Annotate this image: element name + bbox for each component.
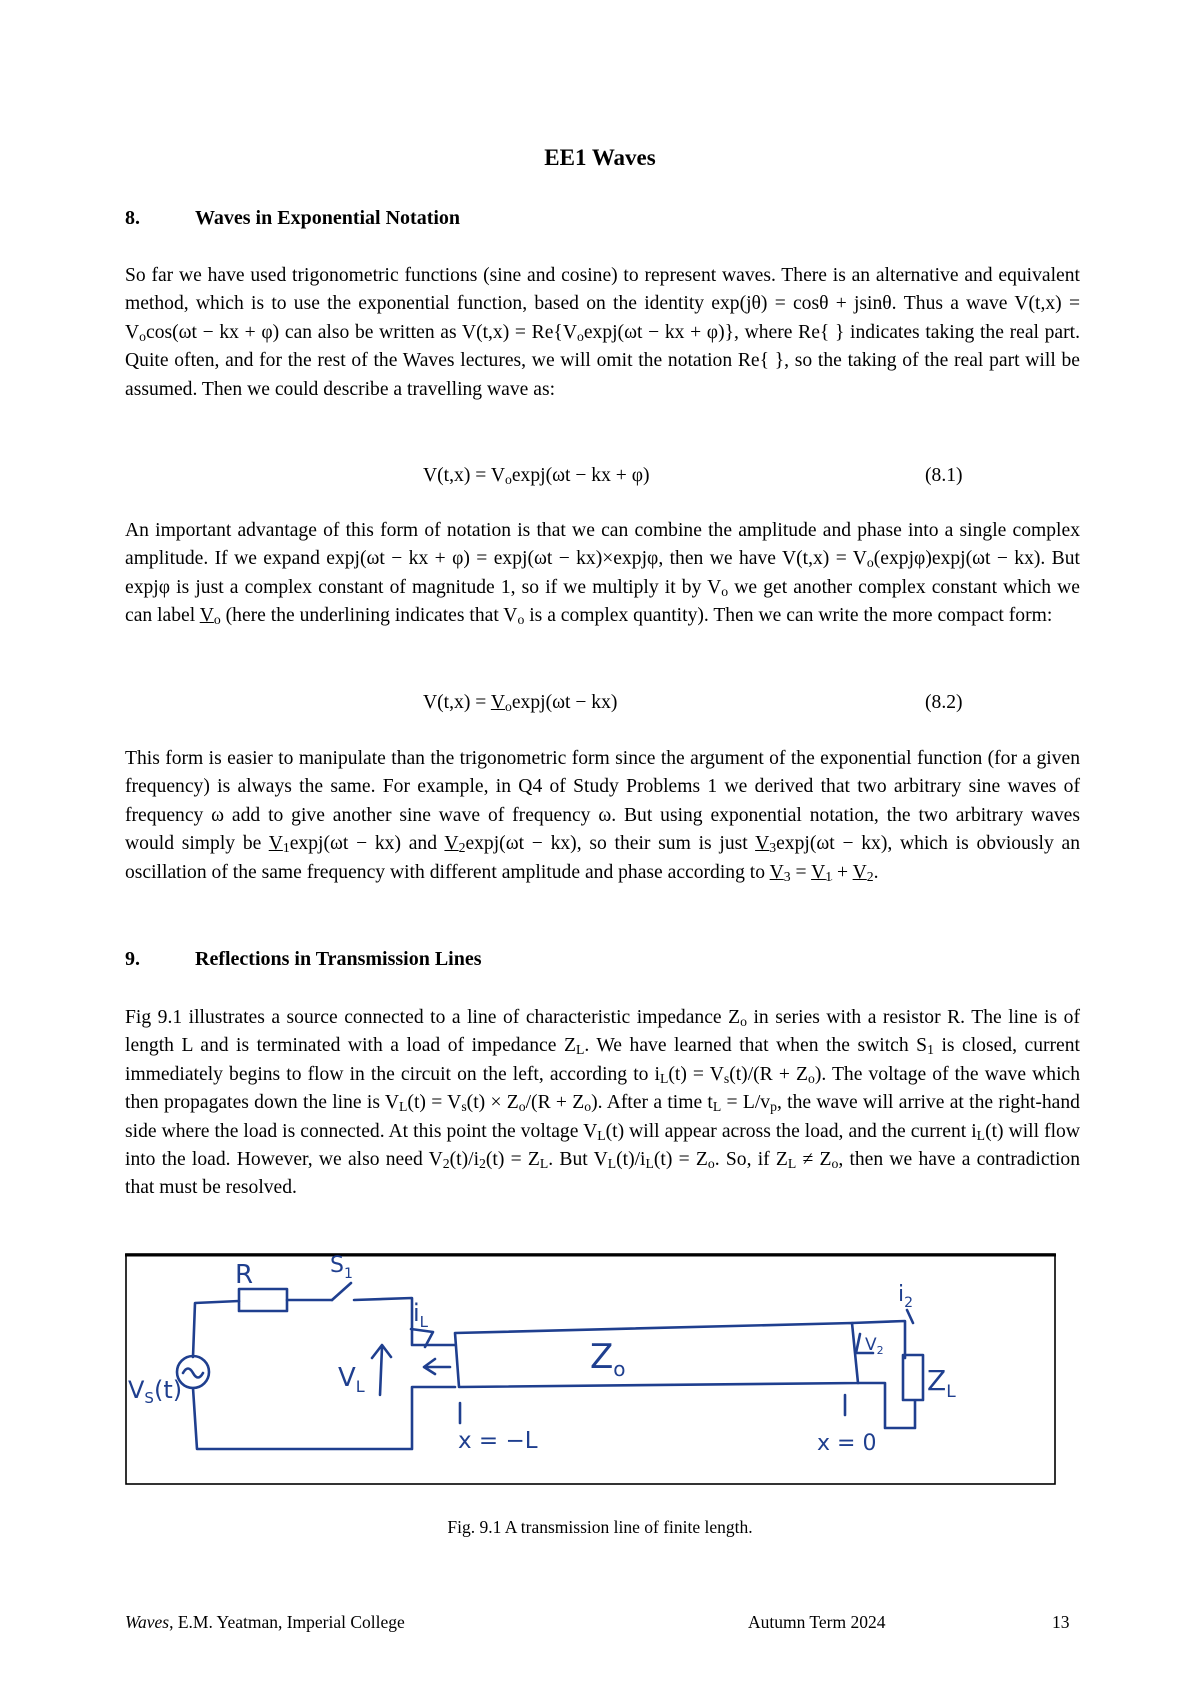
load-zl <box>903 1355 923 1400</box>
section-title: Reflections in Transmission Lines <box>195 948 482 970</box>
section-9-heading <box>125 948 482 971</box>
equation-body: $V(t,x) = V_o\exp j(\omega t$ − kx + φ) <box>423 465 650 487</box>
wire-top-left <box>193 1301 239 1357</box>
equation-number: (8.1) <box>925 465 963 486</box>
paragraph-9-1: Fig 9.1 illustrates a source connected to a line of characteristic impedance $Z_o$ in series with a resistor R. The line is of length L and is terminated with a load of impedance $Z_L$. We have learned that when the switch $S_1$ is closed, current immediately begins to flow in the circuit on the left, according to $i_L(t) = V_s(t)/(R + Z_o)$. The voltage of the wave which then propagates down the line is $V_L(t) = V_s(t) \times Z_o/(R + Z_o)$. After a time $t_L = L/v_p$, the wave will arrive at the right-hand side where the load is connected. At this point the voltage $V_L(t)$ will appear across the load, and the current $i_L(t)$ will flow into the load. However, we also need $V_2(t)/i_2(t) = Z_L$. But $V_L(t)/i_L(t) = Z_o$. So, if $Z_L \ne Z_o$, then we have a contradiction that must be resolved. <box>125 1007 1081 1199</box>
label-s1: $S_1$ <box>330 1253 353 1282</box>
equation-body: $V(t,x) = V_o\exp j(\omega t - kx)$ <box>423 692 618 714</box>
circuit-diagram <box>125 1253 1056 1485</box>
transmission-line <box>455 1323 858 1387</box>
wire-bottom-left <box>193 1387 455 1449</box>
paragraph-8-2: An important advantage of this form of notation is that we can combine the amplitude and phase into a single complex amplitude. If we expand expj(ωt − kx + φ) = expj(ωt − kx)×expjφ, then we have $V(t,x) = V_o(\exp j\varphi)\exp j(\omega t - kx)$. But expjφ is just a complex constant of magnitude 1, so if we multiply it by $V_o$ we get another complex constant which we can label $V_o$ (here the underlining indicates that $V_o$ is a complex quantity). Then we can write the more compact form: <box>125 520 1080 628</box>
section-number: 9. <box>125 948 140 970</box>
page-number: 13 <box>1052 1612 1070 1632</box>
source-sine <box>183 1369 203 1378</box>
label-zo: $Z_o$ <box>590 1337 626 1381</box>
page-title: EE1 Waves <box>544 145 656 170</box>
label-il: $i_L$ <box>413 1299 429 1331</box>
label-vl: $V_L$ <box>338 1363 365 1396</box>
footer-author: Waves, E.M. Yeatman, Imperial College <box>125 1612 405 1632</box>
label-vs: $V_S(t)$ <box>128 1376 183 1407</box>
resistor-r <box>239 1289 287 1311</box>
switch-s1 <box>332 1283 351 1300</box>
figure-9-1 <box>125 1253 1056 1485</box>
label-zl: $Z_L$ <box>927 1364 956 1402</box>
figure-caption: Fig. 9.1 A transmission line of finite length. <box>447 1517 753 1537</box>
label-r: R <box>235 1260 254 1290</box>
footer-term: Autumn Term 2024 <box>748 1612 886 1632</box>
label-x-minus-l: x = −L <box>458 1428 538 1454</box>
label-v2: $V_2$ <box>865 1335 884 1357</box>
section-8-heading <box>125 207 460 230</box>
equation-number: (8.2) <box>925 692 963 713</box>
section-title: Waves in Exponential Notation <box>195 207 461 229</box>
wire-to-line-top <box>354 1298 455 1345</box>
paragraph-8-3: This form is easier to manipulate than the trigonometric form since the argument of the exponential function (for a given frequency) is always the same. For example, in Q4 of Study Problems 1 we derived that two arbitrary sine waves of frequency ω add to give another sine wave of frequency ω. But using exponential notation, the two arbitrary waves would simply be $V_1\exp j(\omega t - kx)$ and $V_2\exp j(\omega t - kx)$, so their sum is just $V_3\exp j(\omega t - kx)$, which is obviously an oscillation of the same frequency with different amplitude and phase according to $V_3 = V_1 + V_2$. <box>125 748 1080 884</box>
paragraph-8-1: So far we have used trigonometric functions (sine and cosine) to represent waves. There is an alternative and equivalent method, which is to use the exponential function, based on the identity exp(jθ) = cosθ + jsinθ. Thus a wave $V(t,x) = V_o\cos(\omega t$ − kx + φ) can also be written as $V(t,x) = Re\{V_o\exp j(\omega t$ − kx + φ)}, where Re{ } indicates taking the real part. Quite often, and for the rest of the Waves lectures, we will omit the notation Re{ }, so the taking of the real part will be assumed. Then we could describe a travelling wave as: <box>125 265 1080 400</box>
current-i2-arrow <box>907 1310 913 1323</box>
arrow-left <box>424 1359 450 1374</box>
label-x-zero: x = 0 <box>817 1431 877 1456</box>
label-i2: $i_2$ <box>898 1282 914 1311</box>
section-number: 8. <box>125 207 140 229</box>
voltage-vl-arrow <box>372 1345 391 1395</box>
wire-bottom-right <box>858 1383 915 1428</box>
